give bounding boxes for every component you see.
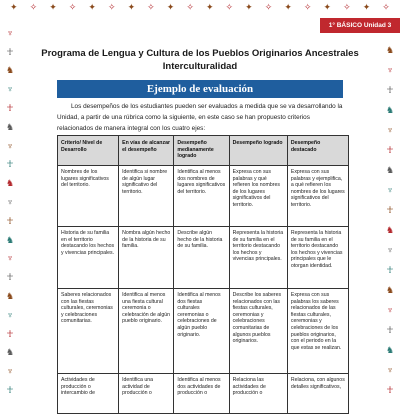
table-cell: Historia de su familia en el territorio destacando los hechos y vivencias principales. (58, 227, 119, 289)
pattern-icon: ✧ (382, 1, 390, 12)
figure-icon: ♞ (385, 104, 395, 115)
figure-icon: ☥ (386, 84, 394, 95)
header-cell: Criterio/ Nivel de Desarrollo (58, 136, 119, 166)
pattern-icon: ✦ (88, 1, 96, 12)
pattern-icon: ✦ (284, 1, 292, 12)
pattern-icon: ✦ (245, 1, 253, 12)
pattern-icon: ✦ (205, 1, 214, 12)
decorative-top-border (0, 0, 400, 14)
table-cell: Identifica si nombre de algún lugar significativo del territorio. (119, 166, 174, 227)
intro-paragraph: Los desempeños de los estudiantes pueden ser evaluados a medida que se va desarrollando la Unidad, a partir de una rúbrica como la siguiente, en este caso se han propuesto criterios relacionados de manera integral con los cuatro ejes: (57, 103, 343, 132)
figure-icon: ☥ (386, 204, 394, 215)
figure-icon: ☥ (386, 264, 394, 275)
table-cell: Describe algún hecho de la historia de su familia. (174, 227, 229, 289)
header-cell: Desempeño logrado (229, 136, 287, 166)
figure-icon: ☥ (6, 385, 14, 396)
figure-icon: ☥ (6, 159, 14, 170)
figure-icon: ♆ (386, 244, 394, 255)
pattern-icon: ✦ (362, 1, 371, 12)
figure-icon: ♞ (385, 164, 395, 175)
figure-icon: ♆ (386, 124, 394, 135)
table-cell: Describe los saberes relacionados con las fiestas culturales, ceremonias y celebraciones comunitarias de algunos pueblos originarios. (229, 289, 287, 374)
figure-icon: ☥ (386, 324, 394, 335)
figure-icon: ☥ (6, 46, 14, 57)
pattern-icon: ✧ (264, 1, 273, 12)
pattern-icon: ✦ (49, 1, 57, 12)
table-cell: Identifica al menos dos nombres de lugares significativos del territorio. (174, 166, 229, 227)
program-title-line2: Interculturalidad (162, 61, 238, 72)
header-cell: Desempeño medianamente logrado (174, 136, 229, 166)
figure-icon: ♞ (5, 234, 15, 245)
figure-icon: ♆ (6, 27, 14, 38)
rubric-table (57, 135, 349, 414)
table-cell: Identifica al menos dos fiestas culturales ceremonias o celebraciones de algún pueblo originario. (174, 289, 229, 374)
pattern-icon: ✧ (107, 1, 116, 12)
figure-icon: ☥ (6, 272, 14, 283)
figure-icon: ☥ (6, 215, 14, 226)
program-title (30, 47, 370, 73)
table-cell: Nombres de los lugares significativos del territorio. (58, 166, 119, 227)
table-row (58, 227, 349, 289)
table-cell: Relaciona, con algunos detalles significativos, (287, 374, 348, 414)
figure-icon: ♞ (5, 178, 15, 189)
table-cell: Saberes relacionados con las fiestas culturales, ceremonias y celebraciones comunitarias. (58, 289, 119, 374)
figure-icon: ♞ (5, 121, 15, 132)
table-cell: Nombra algún hecho de la historia de su familia. (119, 227, 174, 289)
pattern-icon: ✧ (186, 1, 194, 12)
figure-icon: ♞ (385, 224, 395, 235)
figure-icon: ☥ (6, 328, 14, 339)
pattern-icon: ✧ (225, 1, 234, 12)
figure-icon: ♆ (386, 364, 394, 375)
figure-icon: ♆ (386, 304, 394, 315)
section-banner: Ejemplo de evaluación (57, 80, 343, 98)
decorative-right-border (383, 40, 397, 400)
figure-icon: ☥ (386, 144, 394, 155)
table-row (58, 374, 349, 414)
table-cell: Representa la historia de su familia en el territorio destacando los hechos y vivencias principales. (229, 227, 287, 289)
decorative-left-border (3, 24, 17, 400)
figure-icon: ♆ (386, 184, 394, 195)
pattern-icon: ✧ (29, 1, 38, 12)
pattern-icon: ✦ (166, 1, 175, 12)
table-row (58, 166, 349, 227)
pattern-icon: ✧ (343, 1, 351, 12)
table-cell: Actividades de producción o intercambio de (58, 374, 119, 414)
table-header-row (58, 136, 349, 166)
figure-icon: ♞ (5, 65, 15, 76)
table-cell: Identifica una actividad de producción o (119, 374, 174, 414)
figure-icon: ♆ (6, 84, 14, 95)
table-cell: Expresa con sus palabras y ejemplifica, a qué refieren los nombres de los lugares significativos del territorio. (287, 166, 348, 227)
figure-icon: ♆ (6, 309, 14, 320)
figure-icon: ♆ (386, 64, 394, 75)
pattern-icon: ✧ (147, 1, 155, 12)
figure-icon: ♆ (6, 366, 14, 377)
pattern-icon: ✦ (323, 1, 332, 12)
figure-icon: ☥ (386, 384, 394, 395)
figure-icon: ♞ (5, 291, 15, 302)
table-cell: Representa la historia de su familia en el territorio destacando los hechos y vivencias principales que le otorgan identidad. (287, 227, 348, 289)
pattern-icon: ✦ (10, 1, 18, 12)
unit-tag: 1° BÁSICO Unidad 3 (320, 18, 400, 33)
header-cell: En vías de alcanzar el desempeño (119, 136, 174, 166)
table-cell: Relaciona las actividades de producción o (229, 374, 287, 414)
figure-icon: ♞ (385, 344, 395, 355)
table-row (58, 289, 349, 374)
table-cell: Expresa con sus palabras y qué refieren los nombres de los lugares significativos del territorio. (229, 166, 287, 227)
figure-icon: ☥ (6, 103, 14, 114)
table-cell: Identifica al menos dos actividades de producción o (174, 374, 229, 414)
figure-icon: ♞ (385, 284, 395, 295)
figure-icon: ♆ (6, 197, 14, 208)
pattern-icon: ✧ (68, 1, 77, 12)
program-title-line1: Programa de Lengua y Cultura de los Pueblos Originarios Ancestrales (41, 48, 359, 59)
figure-icon: ♆ (6, 140, 14, 151)
figure-icon: ♞ (5, 347, 15, 358)
table-cell: Identifica al menos una fiesta cultural ceremonia o celebración de algún pueblo originario. (119, 289, 174, 374)
table-cell: Expresa con sus palabras los saberes relacionados de las fiestas culturales, ceremonias y celebraciones de los pueblos originarios, con el periodo en la que estas se realizan. (287, 289, 348, 374)
figure-icon: ♆ (6, 253, 14, 264)
header-cell: Desempeño destacado (287, 136, 348, 166)
pattern-icon: ✦ (127, 1, 136, 12)
figure-icon: ♞ (385, 44, 395, 55)
pattern-icon: ✧ (303, 1, 312, 12)
